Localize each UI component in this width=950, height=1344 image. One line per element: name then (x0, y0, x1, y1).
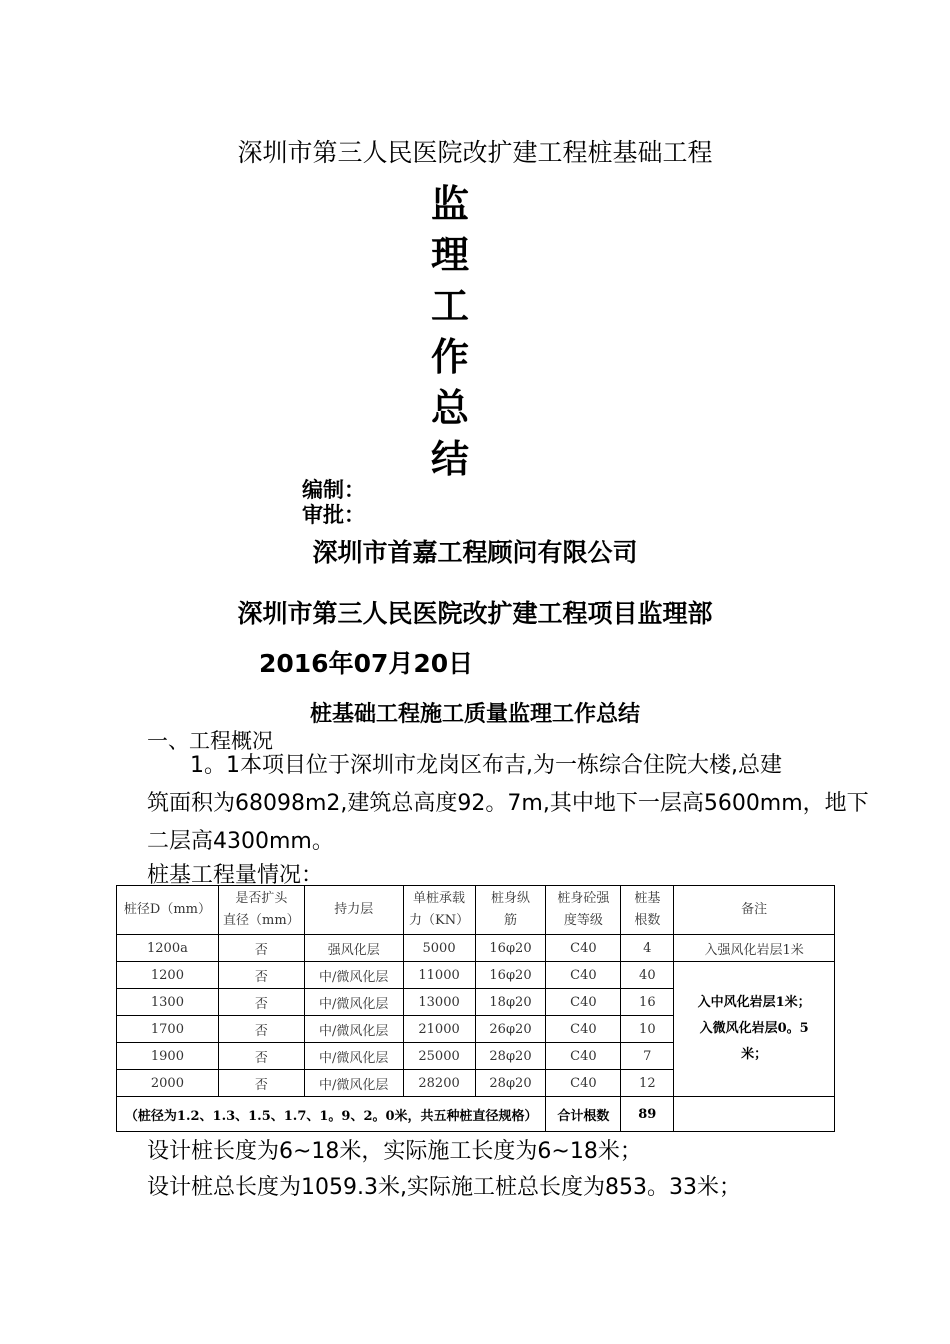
header-cell: 单桩承载 力（KN） (403, 886, 475, 935)
table-cell: 否 (218, 935, 304, 962)
table-cell: 13000 (403, 989, 475, 1016)
pile-quantity-heading: 桩基工程量情况： (147, 863, 324, 888)
table-header-row (117, 886, 835, 935)
table-footer-row (117, 1097, 835, 1132)
table-cell: 28φ20 (475, 1070, 546, 1097)
header-cell: 桩基 根数 (621, 886, 674, 935)
document-date: 2016年07月20日 (259, 649, 474, 678)
table-cell: 16φ20 (475, 962, 546, 989)
table-cell: 否 (218, 1016, 304, 1043)
pile-length-line: 设计桩长度为6~18米，实际施工长度为6~18米； (147, 1139, 642, 1164)
paragraph-line: 1。1本项目位于深圳市龙岗区布吉,为一栋综合住院大楼,总建 (190, 753, 782, 778)
table-cell: 中/微风化层 (304, 1070, 403, 1097)
approved-by-label: 审批： (302, 503, 365, 527)
table-cell: 1200 (117, 962, 219, 989)
table-cell: 中/微风化层 (304, 962, 403, 989)
table-cell: 25000 (403, 1043, 475, 1070)
table-cell: 4 (621, 935, 674, 962)
table-cell: 否 (218, 962, 304, 989)
table-cell: C40 (546, 1016, 621, 1043)
table-cell: 5000 (403, 935, 475, 962)
header-cell: 桩径D（mm） (117, 886, 219, 935)
table-cell: 40 (621, 962, 674, 989)
table-cell: C40 (546, 989, 621, 1016)
footer-total-label: 合计根数 (546, 1097, 621, 1132)
header-cell: 是否扩头 直径（mm） (218, 886, 304, 935)
table-cell: C40 (546, 962, 621, 989)
vertical-title-char: 工 (430, 284, 469, 328)
table-cell: 18φ20 (475, 989, 546, 1016)
table-cell: 否 (218, 1043, 304, 1070)
table-cell: 12 (621, 1070, 674, 1097)
vertical-title-char: 理 (430, 233, 469, 277)
merged-note-cell: 入中风化岩层1米； 入微风化岩层0。5 米； (674, 962, 835, 1097)
table-cell: 1900 (117, 1043, 219, 1070)
company-name: 深圳市首嘉工程顾问有限公司 (312, 538, 638, 567)
table-cell: 7 (621, 1043, 674, 1070)
table-cell: 16φ20 (475, 935, 546, 962)
table-cell: 11000 (403, 962, 475, 989)
table-cell: 1200a (117, 935, 219, 962)
table-cell: 10 (621, 1016, 674, 1043)
header-cell: 桩身纵 筋 (475, 886, 546, 935)
pile-total-length-line: 设计桩总长度为1059.3米,实际施工桩总长度为853。33米； (147, 1175, 741, 1200)
footer-total-value: 89 (621, 1097, 674, 1132)
vertical-title-char: 结 (430, 437, 469, 481)
vertical-title-char: 监 (430, 182, 469, 226)
header-cell: 备注 (674, 886, 835, 935)
section-heading: 一、工程概况 (147, 729, 273, 753)
table-cell: C40 (546, 1070, 621, 1097)
table-cell: 中/微风化层 (304, 1043, 403, 1070)
summary-subtitle: 桩基础工程施工质量监理工作总结 (309, 702, 640, 727)
table-cell: 21000 (403, 1016, 475, 1043)
vertical-title-char: 总 (430, 386, 469, 430)
paragraph-line: 筑面积为68098m2,建筑总高度92。7m,其中地下一层高5600mm，地下 (147, 791, 869, 816)
vertical-title-char: 作 (430, 335, 469, 379)
table-row (117, 935, 835, 962)
paragraph-line: 二层高4300mm。 (147, 829, 334, 854)
table-cell: 28200 (403, 1070, 475, 1097)
compiled-by-label: 编制： (302, 478, 365, 502)
table-cell: 入强风化岩层1米 (674, 935, 835, 962)
table-cell: 中/微风化层 (304, 1016, 403, 1043)
table-cell: 否 (218, 989, 304, 1016)
table-cell: 1700 (117, 1016, 219, 1043)
footer-empty-cell (674, 1097, 835, 1132)
header-cell: 桩身砼强 度等级 (546, 886, 621, 935)
table-cell: 2000 (117, 1070, 219, 1097)
table-cell: 中/微风化层 (304, 989, 403, 1016)
table-cell: 1300 (117, 989, 219, 1016)
table-cell: 26φ20 (475, 1016, 546, 1043)
document-title: 深圳市第三人民医院改扩建工程桩基础工程 (237, 138, 713, 167)
department-name: 深圳市第三人民医院改扩建工程项目监理部 (237, 599, 713, 628)
table-cell: 28φ20 (475, 1043, 546, 1070)
footer-note-cell: （桩径为1.2、1.3、1.5、1.7、1。9、2。0米，共五种桩直径规格） (117, 1097, 546, 1132)
table-cell: C40 (546, 1043, 621, 1070)
table-row (117, 962, 835, 989)
table-cell: 16 (621, 989, 674, 1016)
pile-quantity-table (116, 885, 835, 1132)
table-cell: C40 (546, 935, 621, 962)
header-cell: 持力层 (304, 886, 403, 935)
table-cell: 强风化层 (304, 935, 403, 962)
table-cell: 否 (218, 1070, 304, 1097)
